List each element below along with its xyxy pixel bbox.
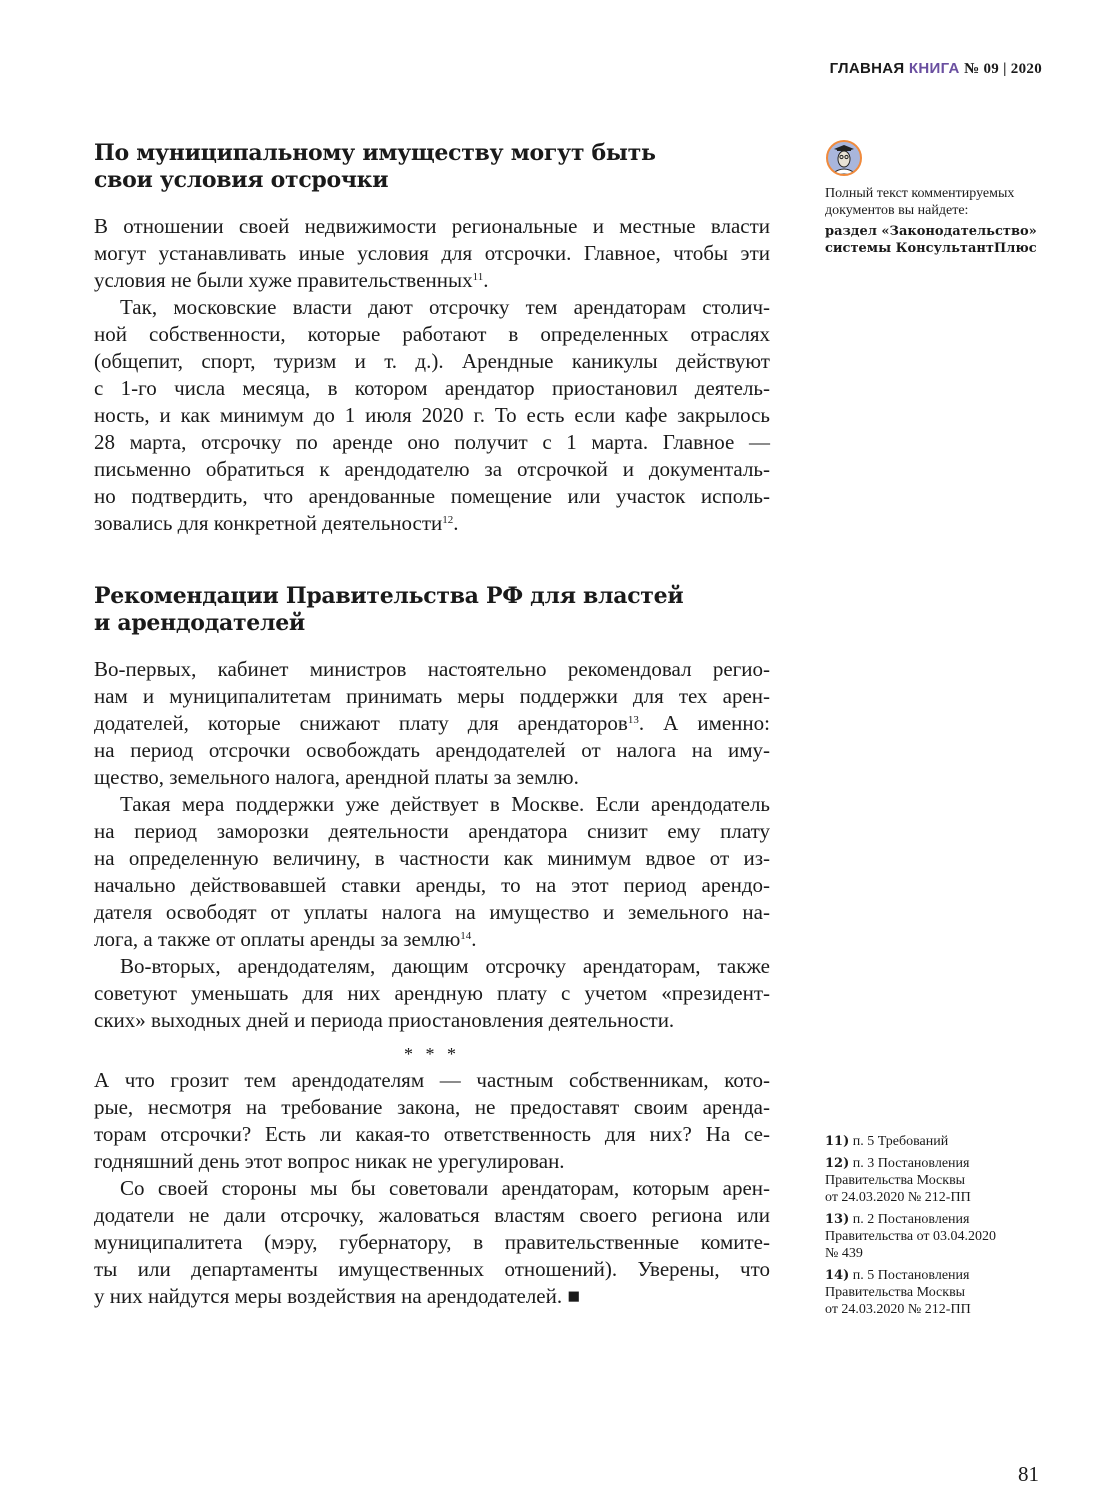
paragraph [94,791,770,953]
issue-number: № 09 | 2020 [964,61,1042,77]
text-line: годняшний день этот вопрос никак не урегулирован. [94,1149,565,1173]
article-section [94,140,770,537]
text-line-part: . [483,268,489,292]
footnote-number: 12) [825,1156,850,1171]
magazine-header [830,60,1042,78]
footnote-line [825,1245,1055,1262]
paragraph [94,1175,770,1310]
text-line: дателя освободят от уплаты налога на имущество и земельного на- [94,900,770,924]
footnote-number: 11) [825,1134,850,1149]
text-line: нам и муниципалитетам принимать меры поддержки для тех арен- [94,684,770,708]
footnote-line [825,1267,1055,1284]
text-line-part: . А именно: [638,711,770,735]
footnote-text: п. 5 Требований [852,1134,949,1149]
text-line [94,710,770,737]
text-line: рые, несмотря на требование закона, не предоставят своим аренда- [94,1095,770,1119]
footnote-line [825,1133,1055,1150]
text-line: начально действовавшей ставки аренды, то на этот период арендо- [94,873,770,897]
text-line: 28 марта, отсрочку по аренде оно получит с 1 марта. Главное — [94,430,770,454]
footnote-text: от 24.03.2020 № 212-ПП [825,1302,971,1317]
paragraph [94,213,770,294]
professor-avatar-icon [826,140,862,176]
text-line: А что грозит тем арендодателям — частным собственникам, кото- [94,1068,770,1092]
text-line: ность, и как минимум до 1 июля 2020 г. То есть если кафе закрылось [94,403,770,427]
footnote-ref: 11 [472,271,484,283]
footnote-text: от 24.03.2020 № 212-ПП [825,1190,971,1205]
text-line: Со своей стороны мы бы советовали арендаторам, которым арен- [120,1176,770,1200]
footnote-ref: 12 [442,514,454,526]
text-line-part: . [471,927,477,951]
article-section [94,583,770,1034]
footnote [825,1133,1055,1150]
footnote-text: п. 3 Постановления [852,1156,970,1171]
text-line: В отношении своей недвижимости региональные и местные власти [94,214,770,238]
footnote-text: Правительства Москвы [825,1173,966,1188]
text-line: щество, земельного налога, арендной платы за землю. [94,765,579,789]
footnote-ref: 14 [460,930,472,942]
footnote-text: № 439 [825,1246,863,1261]
page-number: 81 [1018,1462,1039,1486]
magazine-title: ГЛАВНАЯ [829,60,905,77]
text-line: ной собственности, которые работают в определенных отраслях [94,322,770,346]
section-heading-line: и арендодателей [94,610,305,636]
text-line: но подтвердить, что арендованные помещение или участок исполь- [94,484,770,508]
text-line: с 1-го числа месяца, в котором арендатор приостановил деятель- [94,376,770,400]
sidebar-note [825,185,1055,257]
footnote-line [825,1228,1055,1245]
footnote-text: п. 5 Постановления [852,1268,970,1283]
text-line: муниципалитета (мэру, губернатору, в правительственные комите- [94,1230,770,1254]
paragraph [94,1067,770,1175]
footnotes [825,1133,1055,1323]
section-separator: * * * [404,1044,460,1064]
magazine-title-accent: КНИГА [908,60,960,77]
footnote-line [825,1155,1055,1172]
text-line-part: . [453,511,459,535]
text-line: Во-вторых, арендодателям, дающим отсрочку арендаторам, также [120,954,770,978]
section-heading [94,583,770,637]
text-line [94,267,770,294]
footnote-line [825,1301,1055,1318]
text-line: додатели не дали отсрочку, жаловаться властям своего региона или [94,1203,770,1227]
text-line: на период отсрочки освобождать арендодателей от налога на иму- [94,738,770,762]
text-line: на определенную величину, в частности как минимум вдвое от из- [94,846,770,870]
text-line: Такая мера поддержки уже действует в Москве. Если арендодатель [120,792,770,816]
paragraph [94,294,770,537]
text-line: ских» выходных дней и периода приостановления деятельности. [94,1008,675,1032]
text-line: Так, московские власти дают отсрочку тем арендаторам столич- [120,295,770,319]
text-line: письменно обратиться к арендодателю за отсрочкой и документаль- [94,457,770,481]
text-line: у них найдутся меры воздействия на арендодателей. ■ [94,1284,581,1308]
footnote [825,1211,1055,1262]
text-line-part: зовались для конкретной деятельности [94,511,443,535]
section-heading-line: По муниципальному имуществу могут быть [94,140,656,166]
text-line: торам отсрочки? Есть ли какая-то ответственность для них? На се- [94,1122,770,1146]
text-line: (общепит, спорт, туризм и т. д.). Арендные каникулы действуют [94,349,770,373]
footnote-line [825,1189,1055,1206]
text-line-part: додателей, которые снижают плату для арендаторов [94,711,628,735]
paragraph [94,656,770,791]
footnote-number: 14) [825,1268,850,1283]
text-line: Во-первых, кабинет министров настоятельно рекомендовал регио- [94,657,770,681]
footnote-text: п. 2 Постановления [852,1212,970,1227]
text-line-part: условия не были хуже правительственных [94,268,473,292]
footnote-line [825,1284,1055,1301]
text-line: могут устанавливать иные условия для отсрочки. Главное, чтобы эти [94,241,770,265]
text-line: советуют уменьшать для них арендную плату с учетом «президент- [94,981,770,1005]
article-body [94,140,770,1310]
section-heading-line: Рекомендации Правительства РФ для властей [94,583,684,609]
paragraph [94,953,770,1034]
footnote [825,1267,1055,1318]
text-line: на период заморозки деятельности арендатора снизит ему плату [94,819,770,843]
footnote [825,1155,1055,1206]
sidebar-source-line: системы КонсультантПлюс [825,241,1037,256]
text-line [94,510,770,537]
section-heading-line: свои условия отсрочки [94,167,389,193]
text-line-part: лога, а также от оплаты аренды за землю [94,927,461,951]
footnote-number: 13) [825,1212,850,1227]
footnote-ref: 13 [627,714,639,726]
sidebar-source-line: раздел «Законодательство» [825,224,1037,239]
sidebar-note-line: Полный текст комментируемых [825,186,1015,201]
sidebar-note-line: документов вы найдете: [825,203,969,218]
footnote-text: Правительства Москвы [825,1285,966,1300]
section-heading [94,140,770,194]
text-line [94,926,770,953]
text-line: ты или департаменты имущественных отношений). Уверены, что [94,1257,770,1281]
footnote-line [825,1172,1055,1189]
footnote-line [825,1211,1055,1228]
footnote-text: Правительства от 03.04.2020 [825,1229,997,1244]
